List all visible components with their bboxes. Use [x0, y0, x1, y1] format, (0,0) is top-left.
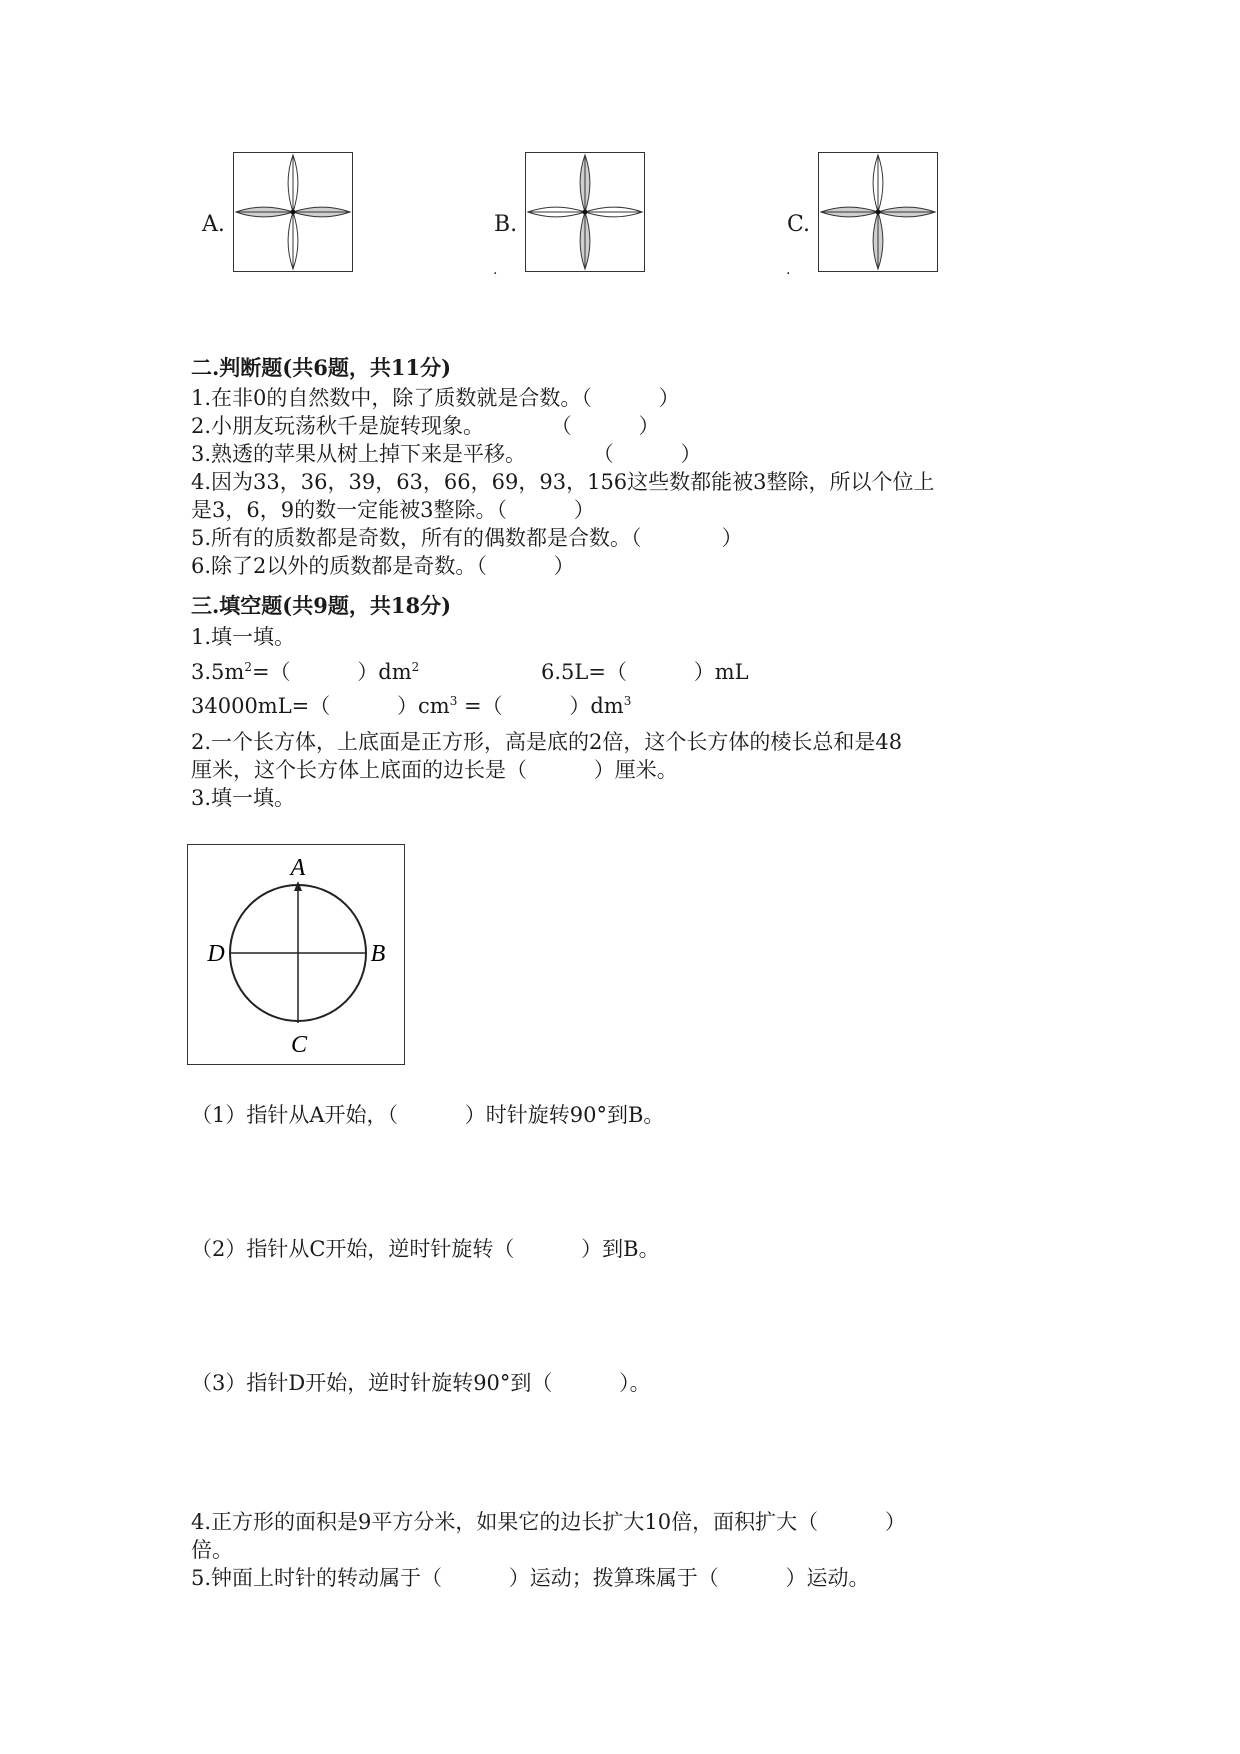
- fill-q3-sub1: （1）指针从A开始，（ ）时针旋转90°到B。: [191, 1103, 665, 1127]
- section2-title: 二.判断题(共6题，共11分): [191, 355, 452, 380]
- fill-q1-b: 6.5L=（ ）mL: [541, 660, 749, 684]
- fill-q3-sub2: （2）指针从C开始，逆时针旋转（ ）到B。: [191, 1237, 660, 1261]
- fill-q4-line1: 4.正方形的面积是9平方分米，如果它的边长扩大10倍，面积扩大（ ）: [191, 1510, 906, 1534]
- dial-label-a: A: [290, 855, 306, 881]
- dot-mark: .: [493, 262, 498, 278]
- dial-figure: [187, 844, 405, 1065]
- fill-q1-c: 34000mL=（ ）$cm^3$ =（ ）$dm^3$: [191, 694, 632, 718]
- option-a-label: A.: [202, 212, 225, 237]
- fill-q3-label: 3.填一填。: [191, 786, 296, 810]
- fill-q2-line1: 2.一个长方体，上底面是正方形，高是底的2倍，这个长方体的棱长总和是48: [191, 730, 903, 754]
- fill-q4-line2: 倍。: [191, 1538, 233, 1562]
- judge-item-2: 2.小朋友玩荡秋千是旋转现象。 （ ）: [191, 414, 660, 438]
- option-a-figure: [233, 152, 353, 272]
- dial-diagram: [188, 845, 404, 1064]
- judge-item-3: 3.熟透的苹果从树上掉下来是平移。 （ ）: [191, 442, 702, 466]
- option-b-label: B.: [494, 212, 518, 237]
- section3-title: 三.填空题(共9题，共18分): [191, 593, 452, 618]
- judge-item-6: 6.除了2以外的质数都是奇数。（ ）: [191, 554, 575, 578]
- fill-q5: 5.钟面上时针的转动属于（ ）运动；拨算珠属于（ ）运动。: [191, 1566, 870, 1590]
- dial-label-d: D: [207, 941, 225, 967]
- judge-item-1: 1.在非0的自然数中，除了质数就是合数。（ ）: [191, 386, 680, 410]
- judge-item-4-line2: 是3，6，9的数一定能被3整除。（ ）: [191, 498, 595, 522]
- flower-a-icon: [234, 153, 352, 271]
- judge-item-4-line1: 4.因为33，36，39，63，66，69，93，156这些数都能被3整除，所以个位上: [191, 470, 935, 494]
- option-b-figure: [525, 152, 645, 272]
- dial-label-b: B: [370, 941, 386, 967]
- option-c-figure: [818, 152, 938, 272]
- dot-mark: .: [786, 262, 791, 278]
- option-c-label: C.: [787, 212, 811, 237]
- fill-q2-line2: 厘米，这个长方体上底面的边长是（ ）厘米。: [191, 758, 678, 782]
- flower-b-icon: [526, 153, 644, 271]
- dial-label-c: C: [290, 1032, 308, 1058]
- fill-q1-a: $3.5m^2=$（ ）$dm^2$: [191, 660, 420, 684]
- fill-q1-label: 1.填一填。: [191, 625, 296, 649]
- flower-c-icon: [819, 153, 937, 271]
- judge-item-5: 5.所有的质数都是奇数，所有的偶数都是合数。（ ）: [191, 526, 743, 550]
- fill-q3-sub3: （3）指针D开始，逆时针旋转90°到（ ）。: [191, 1371, 651, 1395]
